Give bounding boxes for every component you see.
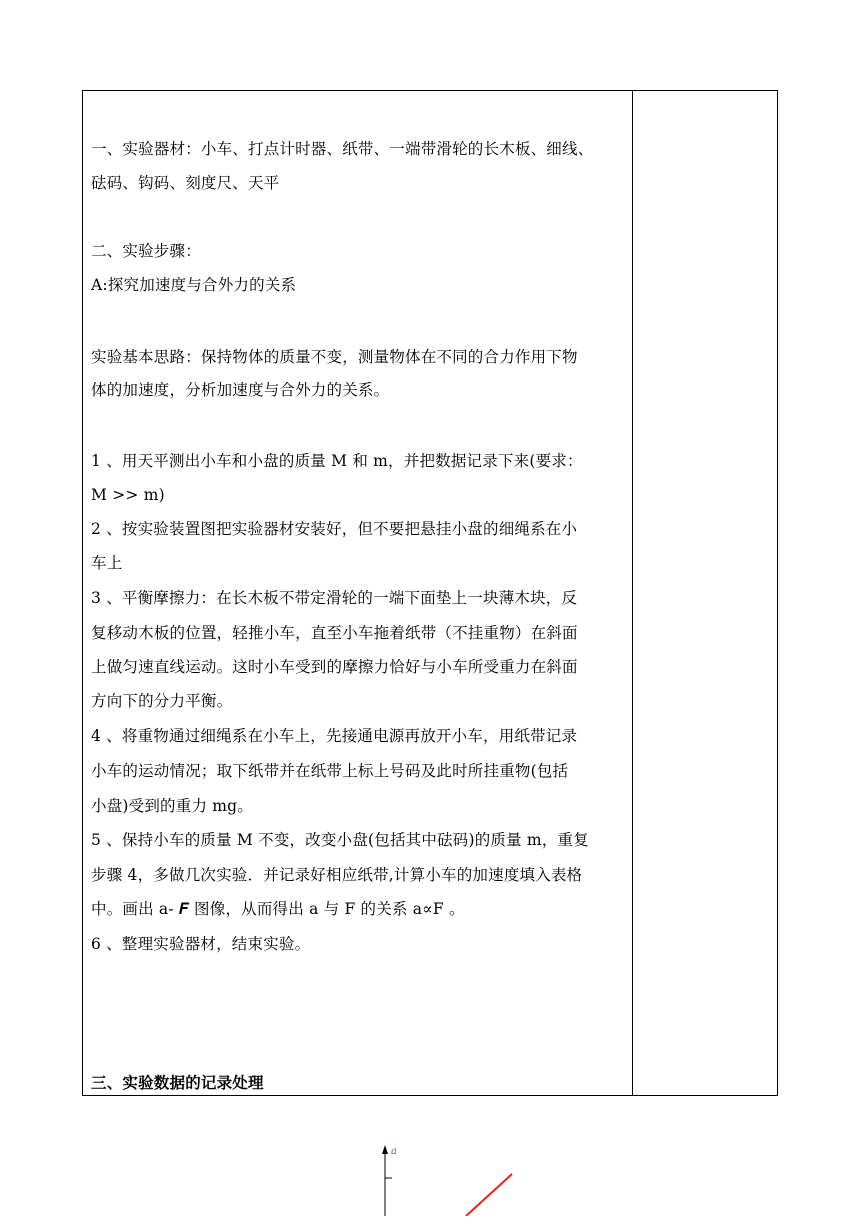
step-line: 2 、按实验装置图把实验器材安装好，但不要把悬挂小盘的细绳系在小 xyxy=(91,520,578,538)
step-line: 5 、保持小车的质量 M 不变，改变小盘(包括其中砝码)的质量 m，重复 xyxy=(91,831,589,849)
step-line: M >> m) xyxy=(91,486,165,504)
step-line: 中。画出 a- 𝑭 图像，从而得出 a 与 F 的关系 a∝F 。 xyxy=(91,900,465,918)
step-line: 方向下的分力平衡。 xyxy=(91,692,233,710)
equipment-line-1: 一、实验器材：小车、打点计时器、纸带、一端带滑轮的长木板、细线、 xyxy=(91,140,594,158)
step-line: 步骤 4，多做几次实验．并记录好相应纸带,计算小车的加速度填入表格 xyxy=(91,866,583,884)
proportional-line xyxy=(466,1174,512,1216)
step-line: 复移动木板的位置，轻推小车，直至小车拖着纸带（不挂重物）在斜面 xyxy=(91,624,578,642)
idea-line-1: 实验基本思路：保持物体的质量不变，测量物体在不同的合力作用下物 xyxy=(91,348,578,366)
sub-heading: A:探究加速度与合外力的关系 xyxy=(91,276,297,294)
equipment-line-2: 砝码、钩码、刻度尺、天平 xyxy=(91,174,280,192)
step-line: 小车的运动情况；取下纸带并在纸带上标上号码及此时所挂重物(包括 xyxy=(91,762,569,780)
graph-svg xyxy=(370,1140,530,1216)
step-line: 1 、用天平测出小车和小盘的质量 M 和 m，并把数据记录下来(要求： xyxy=(91,452,583,470)
step-line: 上做匀速直线运动。这时小车受到的摩擦力恰好与小车所受重力在斜面 xyxy=(91,658,578,676)
steps-heading: 二、实验步骤： xyxy=(91,242,201,260)
step-line: 3 、平衡摩擦力：在长木板不带定滑轮的一端下面垫上一块薄木块，反 xyxy=(91,589,578,607)
step-line: 6 、整理实验器材，结束实验。 xyxy=(91,935,311,953)
step-line: 小盘)受到的重力 mg。 xyxy=(91,797,253,815)
step-line: 4 、将重物通过细绳系在小车上，先接通电源再放开小车，用纸带记录 xyxy=(91,727,578,745)
y-axis-label: a xyxy=(391,1146,397,1157)
idea-line-2: 体的加速度，分析加速度与合外力的关系。 xyxy=(91,381,390,399)
column-divider xyxy=(632,91,633,1095)
main-column xyxy=(83,91,632,1095)
step-line: 车上 xyxy=(91,554,123,572)
data-section-heading: 三、实验数据的记录处理 xyxy=(91,1073,264,1092)
a-f-graph xyxy=(370,1140,530,1216)
y-axis-arrow-icon xyxy=(382,1145,388,1154)
content-table xyxy=(82,90,778,1096)
